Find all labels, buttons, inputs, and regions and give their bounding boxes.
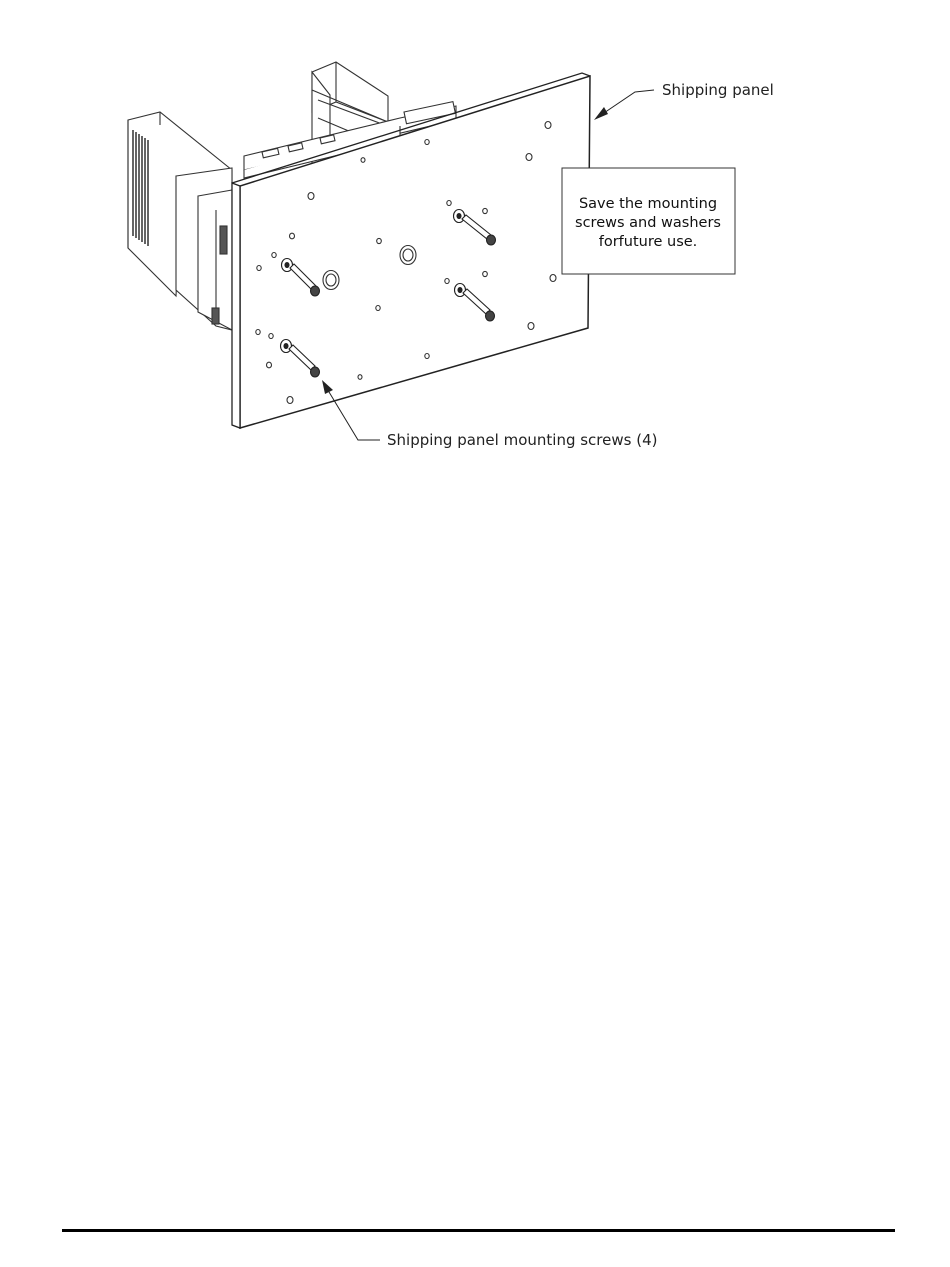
note-line-1: Save the mounting (578, 196, 718, 212)
mounting-screws-label: Shipping panel mounting screws (4) (387, 431, 658, 449)
callout-shipping-panel (594, 81, 774, 120)
note-box (562, 168, 735, 274)
note-line-3: forfuture use. (598, 234, 698, 250)
shipping-panel-label: Shipping panel (662, 81, 774, 99)
footer-rule (62, 1229, 895, 1232)
arrow-head (594, 107, 608, 120)
note-line-2: screws and washers (575, 215, 721, 231)
shipping-panel (232, 73, 590, 428)
